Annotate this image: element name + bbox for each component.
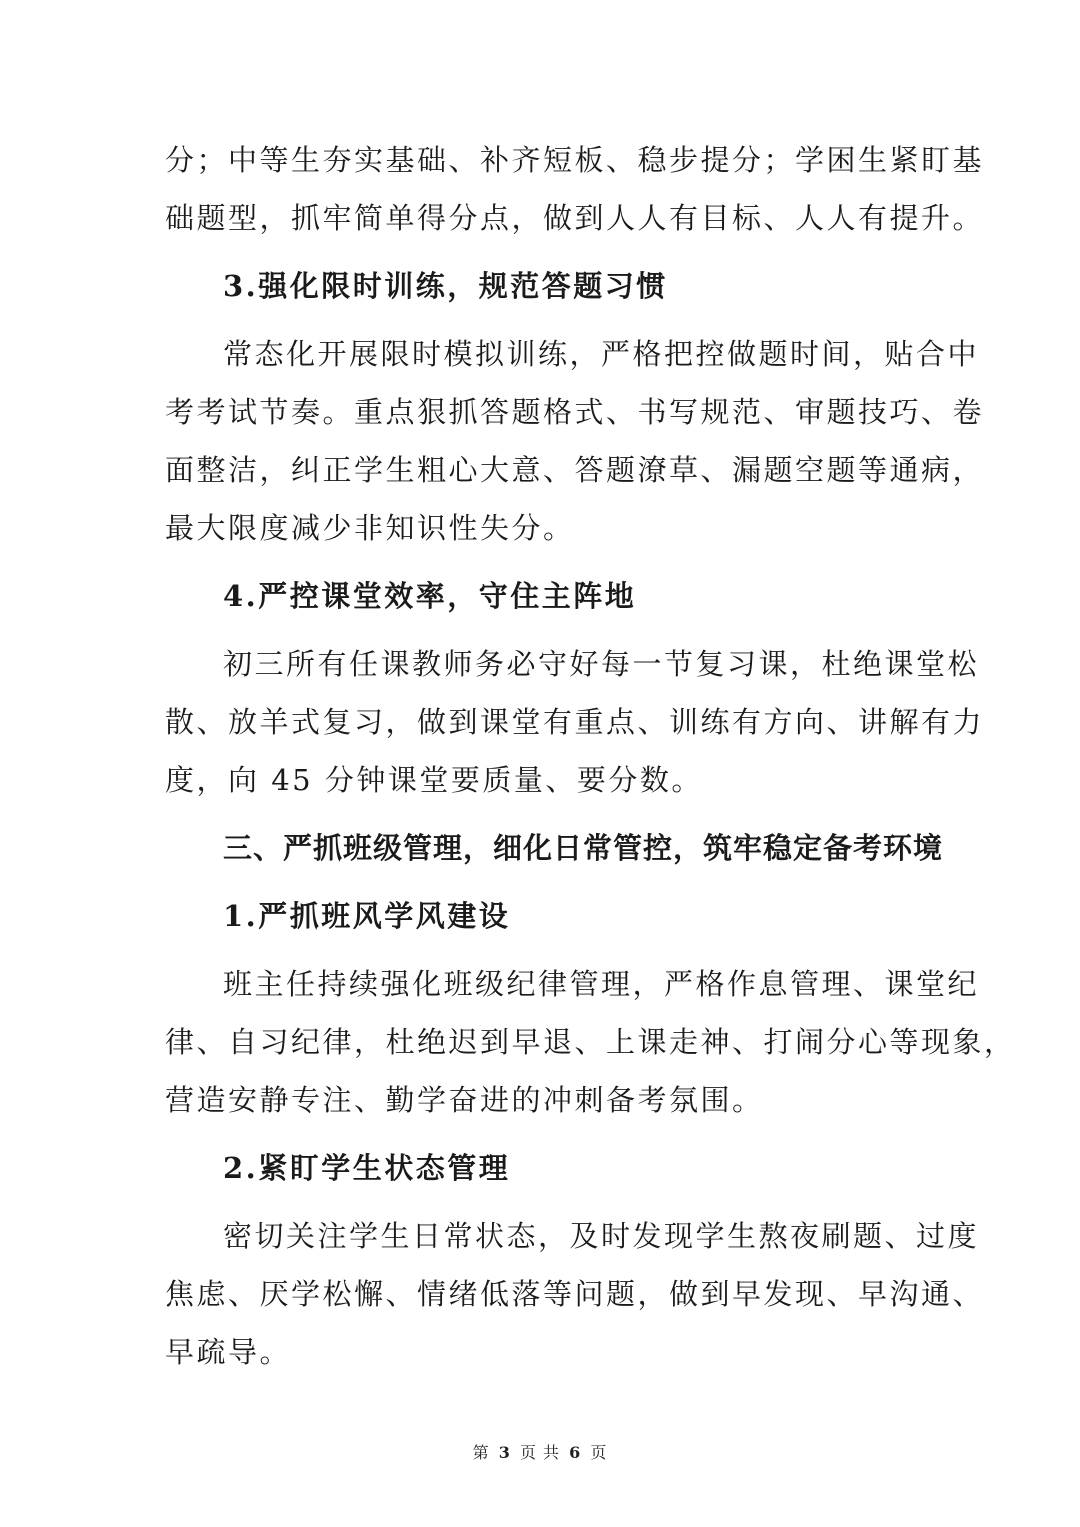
text-line: 焦虑、厌学松懈、情绪低落等问题，做到早发现、早沟通、 [165,1277,985,1311]
section-heading: 1.严抓班风学风建设 [223,899,511,933]
paragraph [165,1207,985,1381]
section-heading: 4.严控课堂效率，守住主阵地 [223,579,637,613]
text-line: 分；中等生夯实基础、补齐短板、稳步提分；学困生紧盯基 [165,143,985,177]
paragraph [165,325,985,557]
text-line: 班主任持续强化班级纪律管理，严格作息管理、课堂纪 [223,967,980,1001]
text-line: 营造安静专注、勤学奋进的冲刺备考氛围。 [165,1083,764,1117]
text-line: 常态化开展限时模拟训练，严格把控做题时间，贴合中 [223,337,980,371]
text-line: 础题型，抓牢简单得分点，做到人人有目标、人人有提升。 [165,201,985,235]
text-line: 密切关注学生日常状态，及时发现学生熬夜刷题、过度 [223,1219,980,1253]
section-heading: 3.强化限时训练，规范答题习惯 [223,269,668,303]
text-line: 面整洁，纠正学生粗心大意、答题潦草、漏题空题等通病， [165,453,985,487]
current-page-number: 3 [498,1443,511,1462]
paragraph [165,955,1016,1129]
section-heading: 2.紧盯学生状态管理 [223,1151,511,1185]
major-heading: 三、严抓班级管理，细化日常管控，筑牢稳定备考环境 [223,831,944,865]
total-pages-number: 6 [569,1443,582,1462]
footer-mid: 页 共 [519,1443,561,1462]
text-line: 最大限度减少非知识性失分。 [165,511,575,545]
text-line: 度，向 45 分钟课堂要质量、要分数。 [165,763,703,797]
document-body [165,131,1016,1381]
footer-prefix: 第 [472,1443,490,1462]
text-line: 初三所有任课教师务必守好每一节复习课，杜绝课堂松 [223,647,980,681]
text-line: 早疏导。 [165,1335,292,1369]
footer-suffix: 页 [590,1443,608,1462]
text-line: 考考试节奏。重点狠抓答题格式、书写规范、审题技巧、卷 [165,395,985,429]
paragraph [165,131,985,247]
page-footer [0,1440,1080,1463]
text-line: 散、放羊式复习，做到课堂有重点、训练有方向、讲解有力 [165,705,985,739]
paragraph [165,635,985,809]
text-line: 律、自习纪律，杜绝迟到早退、上课走神、打闹分心等现象， [165,1025,1016,1059]
